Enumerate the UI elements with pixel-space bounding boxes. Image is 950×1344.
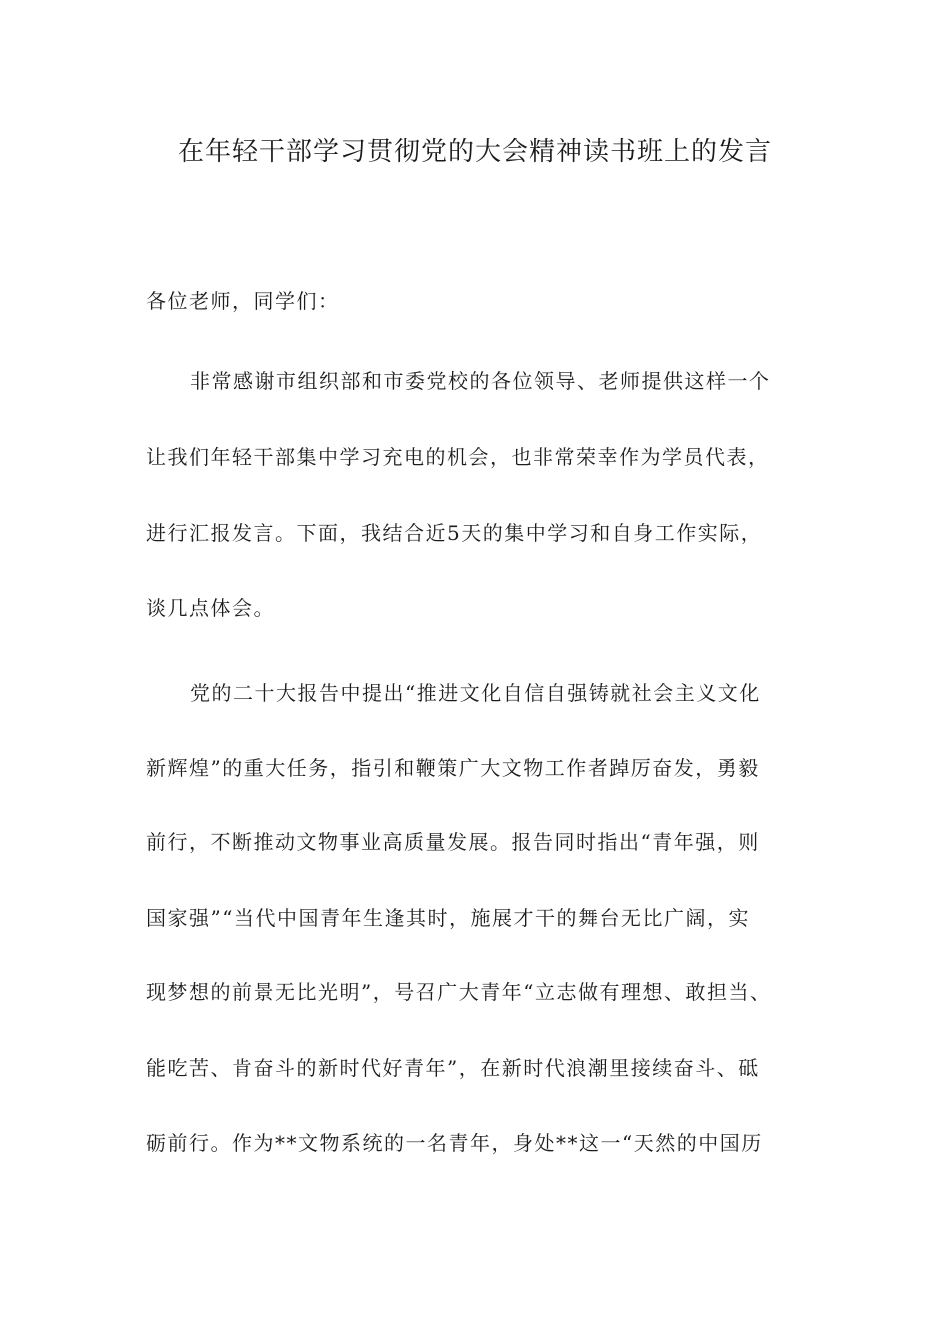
paragraph-line: 新辉煌”的重大任务，指引和鞭策广大文物工作者踔厉奋发，勇毅: [146, 756, 760, 780]
paragraph-line: 非常感谢市组织部和市委党校的各位领导、老师提供这样一个: [190, 369, 771, 393]
salutation: 各位老师，同学们：: [146, 289, 340, 313]
paragraph-line: 能吃苦、肯奋斗的新时代好青年”，在新时代浪潮里接续奋斗、砥: [146, 1056, 760, 1080]
paragraph-line: 谈几点体会。: [146, 596, 275, 620]
paragraph-line: 进行汇报发言。下面，我结合近5天的集中学习和自身工作实际，: [146, 521, 763, 545]
paragraph-line: 现梦想的前景无比光明”，号召广大青年“立志做有理想、敢担当、: [146, 980, 772, 1004]
paragraph-line: 让我们年轻干部集中学习充电的机会，也非常荣幸作为学员代表，: [146, 445, 770, 469]
paragraph-line: 党的二十大报告中提出“推进文化自信自强铸就社会主义文化: [190, 681, 761, 705]
paragraph-line: 前行，不断推动文物事业高质量发展。报告同时指出“青年强，则: [146, 830, 760, 854]
paragraph-line: 国家强”“当代中国青年生逢其时，施展才干的舞台无比广阔，实: [146, 906, 750, 930]
paragraph-line: 砺前行。作为**文物系统的一名青年，身处**这一“天然的中国历: [146, 1131, 763, 1155]
document-title: 在年轻干部学习贯彻党的大会精神读书班上的发言: [177, 137, 772, 167]
